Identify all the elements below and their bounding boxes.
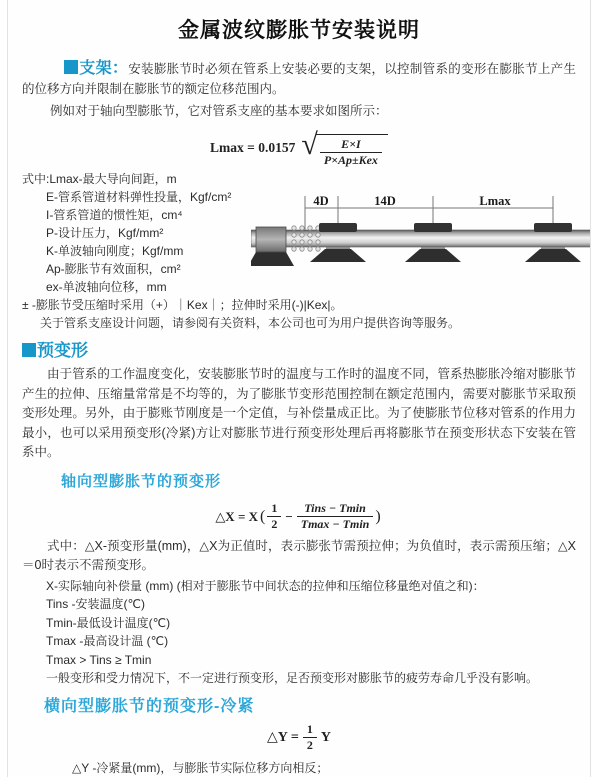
- pipe-support-diagram: [251, 192, 591, 287]
- temp-denominator: Tmax − Tmin: [300, 517, 370, 531]
- lmax-formula: [8, 127, 590, 167]
- right-paren: ): [375, 507, 381, 525]
- axial-formula-lhs: △X = X: [215, 508, 258, 524]
- temp-numerator: Tins − Tmin: [297, 502, 374, 517]
- variable-line: Ap-膨胀节有效面积，cm²: [46, 262, 181, 276]
- page-title: 金属波纹膨胀节安装说明: [178, 19, 420, 42]
- axial-preform-heading: 轴向型膨胀节的预变形: [61, 472, 222, 490]
- pipe-diagram-svg: [251, 192, 591, 287]
- dim-label-4d: 4D: [313, 194, 329, 208]
- half-fraction: [303, 723, 317, 752]
- variable-line: I-管系管道的惯性矩，cm⁴: [46, 208, 183, 222]
- support-section-label: 支架：: [79, 60, 129, 77]
- variable-line: Tmin-最低设计温度(℃): [46, 615, 171, 630]
- half-denominator: 2: [306, 738, 313, 752]
- lateral-preform-heading: 横向型膨胀节的预变形-冷紧: [44, 697, 255, 715]
- half-denominator: 2: [271, 517, 278, 531]
- sqrt-radical: [301, 129, 388, 167]
- lateral-formula: [8, 723, 590, 753]
- variable-line: ex-单波轴向位移，mm: [46, 280, 167, 294]
- variable-line: Tmax > Tins ≥ Tmin: [46, 652, 152, 667]
- half-numerator: 1: [267, 502, 281, 517]
- lateral-formula-rhs: Y: [320, 729, 331, 745]
- axial-note: 一般变形和受力情况下，不一定进行预变形，足否预变形对膨胀节的疲劳寿命几乎没有影响。: [46, 671, 539, 685]
- dim-label-14d: 14D: [374, 194, 396, 208]
- consult-note: 关于管系支座设计问题，请参阅有关资料，本公司也可为用户提供咨询等服务。: [40, 316, 461, 330]
- temperature-fraction: [297, 502, 374, 531]
- axial-formula: [8, 499, 590, 535]
- lateral-note: △Y -冷紧量(mm)，与膨胀节实际位移方向相反；: [72, 760, 329, 775]
- support-intro-text: 安装膨胀节时必须在管系上安装必要的支架，以控制管系的变形在膨胀节上产生的位移方向并限制在膨胀节的额定位移范围内。: [22, 62, 576, 96]
- half-numerator: 1: [303, 723, 317, 738]
- variable-line: P-设计压力，Kgf/mm²: [46, 226, 164, 240]
- lateral-formula-lhs: △Y =: [267, 730, 299, 745]
- radical-sign-icon: √: [301, 127, 318, 161]
- variable-line: Tins -安装温度(℃): [46, 597, 146, 611]
- section-square-icon: [64, 60, 78, 74]
- axial-variable-list: [22, 577, 576, 688]
- section-square-icon: [22, 343, 36, 357]
- minus-sign: −: [285, 508, 293, 524]
- variable-line: 式中:Lmax-最大导向间距，m: [22, 172, 177, 186]
- half-fraction: [267, 502, 281, 531]
- document-page: [7, 0, 591, 777]
- variable-line: K-单波轴向刚度；Kgf/mm: [46, 244, 184, 258]
- lmax-fraction-denominator: P×Ap±Kex: [323, 153, 378, 167]
- preform-section-heading: [22, 336, 576, 361]
- lmax-fraction: [320, 138, 382, 167]
- preform-body: 由于管系的工作温度变化，安装膨胀节时的温度与工作时的温度不同，管系热膨胀冷缩对膨胀节产生的拉伸、压缩量常常是不均等的，为了膨胀节变形范围控制在额定范围内，需要对膨胀节采取预变形处理。另外，由于膨账节刚度是一个定值，与补偿量成正比。为了使膨胀节位移对管系的作用力最小，也可以采用预变形(冷紧)方让对膨胀节进行预变形处理后再将膨胀节在预变形状态下安装在管系中。: [22, 367, 576, 459]
- plus-minus-note: ± -膨胀节受压缩时采用（+）｜Kex｜；拉伸时采用(-)|Kex|。: [22, 298, 343, 312]
- lmax-fraction-numerator: E×I: [320, 138, 382, 153]
- support-example-line: 例如对于轴向型膨胀节，它对管系支座的基本要求如图所示：: [50, 104, 388, 118]
- variable-line: Tmax -最高设计温 (℃): [46, 634, 169, 648]
- dim-label-lmax: Lmax: [479, 194, 511, 208]
- left-paren: (: [260, 507, 266, 525]
- lmax-formula-lhs: Lmax = 0.0157: [210, 140, 296, 155]
- preform-heading-text: 预变形: [37, 341, 88, 360]
- support-paragraph: [22, 59, 576, 99]
- variable-line: X-实际轴向补偿量 (mm) (相对于膨胀节中间状态的拉伸和压缩位移量绝对值之和)：: [46, 578, 485, 593]
- axial-formula-explain: 式中：△X-预变形量(mm)，△X为正值时，表示膨张节需预拉伸；为负值时，表示需预压缩；△X＝0时表示不需预变形。: [22, 538, 576, 572]
- variable-line: E-管系管道材料弹性投量，Kgf/cm²: [46, 190, 232, 204]
